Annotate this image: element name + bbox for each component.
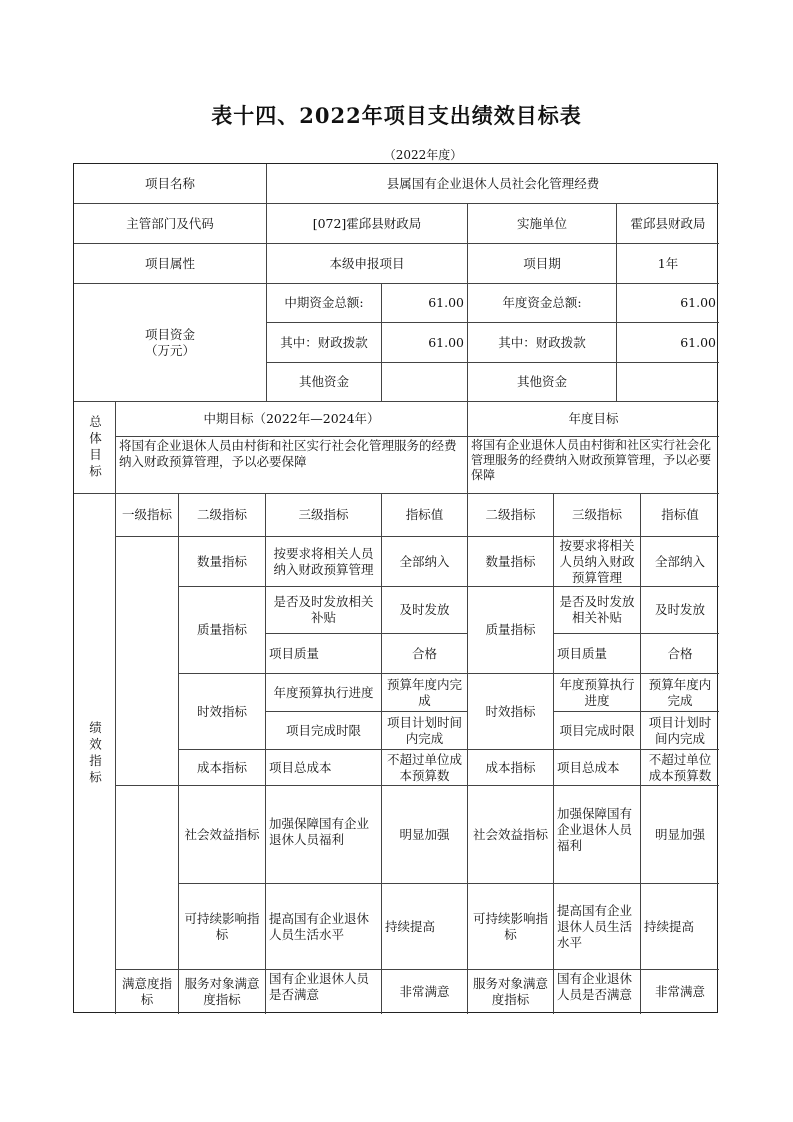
attr-label: 项目属性 xyxy=(74,244,267,284)
year-label: （2022年度） xyxy=(383,148,463,162)
social-valb: 明显加强 xyxy=(641,786,719,884)
perf-side-label: 绩效指标 xyxy=(74,494,116,1014)
attr-value: 本级申报项目 xyxy=(267,244,468,284)
mid-other-value xyxy=(382,363,468,402)
hdr-l3: 三级指标 xyxy=(266,494,382,537)
qual-b-l3: 项目质量 xyxy=(266,634,382,674)
l1-output-cell xyxy=(116,537,179,786)
period-value: 1年 xyxy=(617,244,719,284)
qual-a-l3: 是否及时发放相关补贴 xyxy=(266,587,382,634)
sat-l3b: 国有企业退休人员是否满意 xyxy=(554,970,641,1014)
social-l2b: 社会效益指标 xyxy=(468,786,554,884)
year-total-value: 61.00 xyxy=(617,284,719,323)
hdr-l2: 二级指标 xyxy=(179,494,266,537)
cost-l3: 项目总成本 xyxy=(266,750,382,786)
time-a-l3: 年度预算执行进度 xyxy=(266,674,382,712)
qual-b-valb: 合格 xyxy=(641,634,719,674)
sat-l1: 满意度指标 xyxy=(116,970,179,1014)
hdr-val: 指标值 xyxy=(382,494,468,537)
year-goal-text: 将国有企业退休人员由村街和社区实行社会化管理服务的经费纳入财政预算管理，予以必要保障 xyxy=(468,437,719,494)
qty-l2: 数量指标 xyxy=(179,537,266,587)
impl-value: 霍邱县财政局 xyxy=(617,204,719,244)
period-label: 项目期 xyxy=(468,244,617,284)
year-goal-header: 年度目标 xyxy=(468,402,719,437)
performance-table xyxy=(73,163,718,1013)
year-fiscal-value: 61.00 xyxy=(617,323,719,363)
qty-l2b: 数量指标 xyxy=(468,537,554,587)
cost-l2: 成本指标 xyxy=(179,750,266,786)
sustain-val: 持续提高 xyxy=(382,884,468,970)
hdr-valb: 指标值 xyxy=(641,494,719,537)
sat-valb: 非常满意 xyxy=(654,984,705,999)
cost-val: 不超过单位成本预算数 xyxy=(382,750,468,786)
funds-label xyxy=(74,284,267,402)
mid-goal-header: 中期目标（2022年—2024年） xyxy=(116,402,468,437)
year-other-value xyxy=(617,363,719,402)
qty-valb: 全部纳入 xyxy=(641,537,719,587)
dept-label: 主管部门及代码 xyxy=(74,204,267,244)
qty-l3: 按要求将相关人员纳入财政预算管理 xyxy=(266,537,382,587)
mid-goal-text: 将国有企业退休人员由村街和社区实行社会化管理服务的经费纳入财政预算管理，予以必要保障 xyxy=(116,437,468,494)
qual-a-valb: 及时发放 xyxy=(641,587,719,634)
social-val: 明显加强 xyxy=(382,786,468,884)
funds-label-line2: （万元） xyxy=(144,342,195,358)
overall-goal-side-label: 总体目标 xyxy=(74,402,116,494)
social-l3: 加强保障国有企业退休人员福利 xyxy=(266,786,382,884)
qty-l3b: 按要求将相关人员纳入财政预算管理 xyxy=(554,537,641,587)
funds-label-line1: 项目资金 xyxy=(144,326,195,342)
hdr-l3b: 三级指标 xyxy=(554,494,641,537)
time-b-l3b: 项目完成时限 xyxy=(554,712,641,750)
time-b-val: 项目计划时间内完成 xyxy=(382,712,468,750)
sat-l2b: 服务对象满意度指标 xyxy=(468,970,554,1014)
sustain-l2: 可持续影响指标 xyxy=(179,884,266,970)
time-a-valb: 预算年度内完成 xyxy=(641,674,719,712)
time-b-valb: 项目计划时间内完成 xyxy=(641,712,719,750)
mid-fiscal-value: 61.00 xyxy=(382,323,468,363)
year-fiscal-label: 其中：财政拨款 xyxy=(468,323,617,363)
mid-total-label: 中期资金总额: xyxy=(267,284,382,323)
sustain-l3: 提高国有企业退休人员生活水平 xyxy=(266,884,382,970)
mid-fiscal-label: 其中：财政拨款 xyxy=(267,323,382,363)
time-b-l3: 项目完成时限 xyxy=(266,712,382,750)
qual-b-l3b: 项目质量 xyxy=(554,634,641,674)
time-a-l3b: 年度预算执行进度 xyxy=(554,674,641,712)
hdr-l1: 一级指标 xyxy=(116,494,179,537)
time-l2: 时效指标 xyxy=(179,674,266,750)
dept-value: [072]霍邱县财政局 xyxy=(267,204,468,244)
l1-effect-cell xyxy=(116,786,179,970)
project-name-label: 项目名称 xyxy=(74,164,267,204)
mid-total-value: 61.00 xyxy=(382,284,468,323)
social-l3b: 加强保障国有企业退休人员福利 xyxy=(554,786,641,884)
qual-l2b: 质量指标 xyxy=(468,587,554,674)
mid-other-label: 其他资金 xyxy=(267,363,382,402)
cost-l3b: 项目总成本 xyxy=(554,750,641,786)
sat-l2: 服务对象满意度指标 xyxy=(179,970,266,1014)
sustain-valb: 持续提高 xyxy=(641,884,719,970)
hdr-l2b: 二级指标 xyxy=(468,494,554,537)
time-a-val: 预算年度内完成 xyxy=(382,674,468,712)
qual-a-l3b: 是否及时发放相关补贴 xyxy=(554,587,641,634)
time-l2b: 时效指标 xyxy=(468,674,554,750)
sat-l3: 国有企业退休人员是否满意 xyxy=(266,970,382,1014)
qual-b-val: 合格 xyxy=(382,634,468,674)
qual-l2: 质量指标 xyxy=(179,587,266,674)
sat-val: 非常满意 xyxy=(382,970,468,1014)
cost-l2b: 成本指标 xyxy=(468,750,554,786)
page-title: 表十四、2022年项目支出绩效目标表 xyxy=(211,103,582,128)
qty-val: 全部纳入 xyxy=(382,537,468,587)
cost-valb: 不超过单位成本预算数 xyxy=(641,750,719,786)
sustain-l2b: 可持续影响指标 xyxy=(468,884,554,970)
social-l2: 社会效益指标 xyxy=(179,786,266,884)
year-other-label: 其他资金 xyxy=(468,363,617,402)
impl-label: 实施单位 xyxy=(468,204,617,244)
qual-a-val: 及时发放 xyxy=(382,587,468,634)
sustain-l3b: 提高国有企业退休人员生活水平 xyxy=(554,884,641,970)
year-total-label: 年度资金总额: xyxy=(468,284,617,323)
project-name-value: 县属国有企业退休人员社会化管理经费 xyxy=(267,164,719,204)
